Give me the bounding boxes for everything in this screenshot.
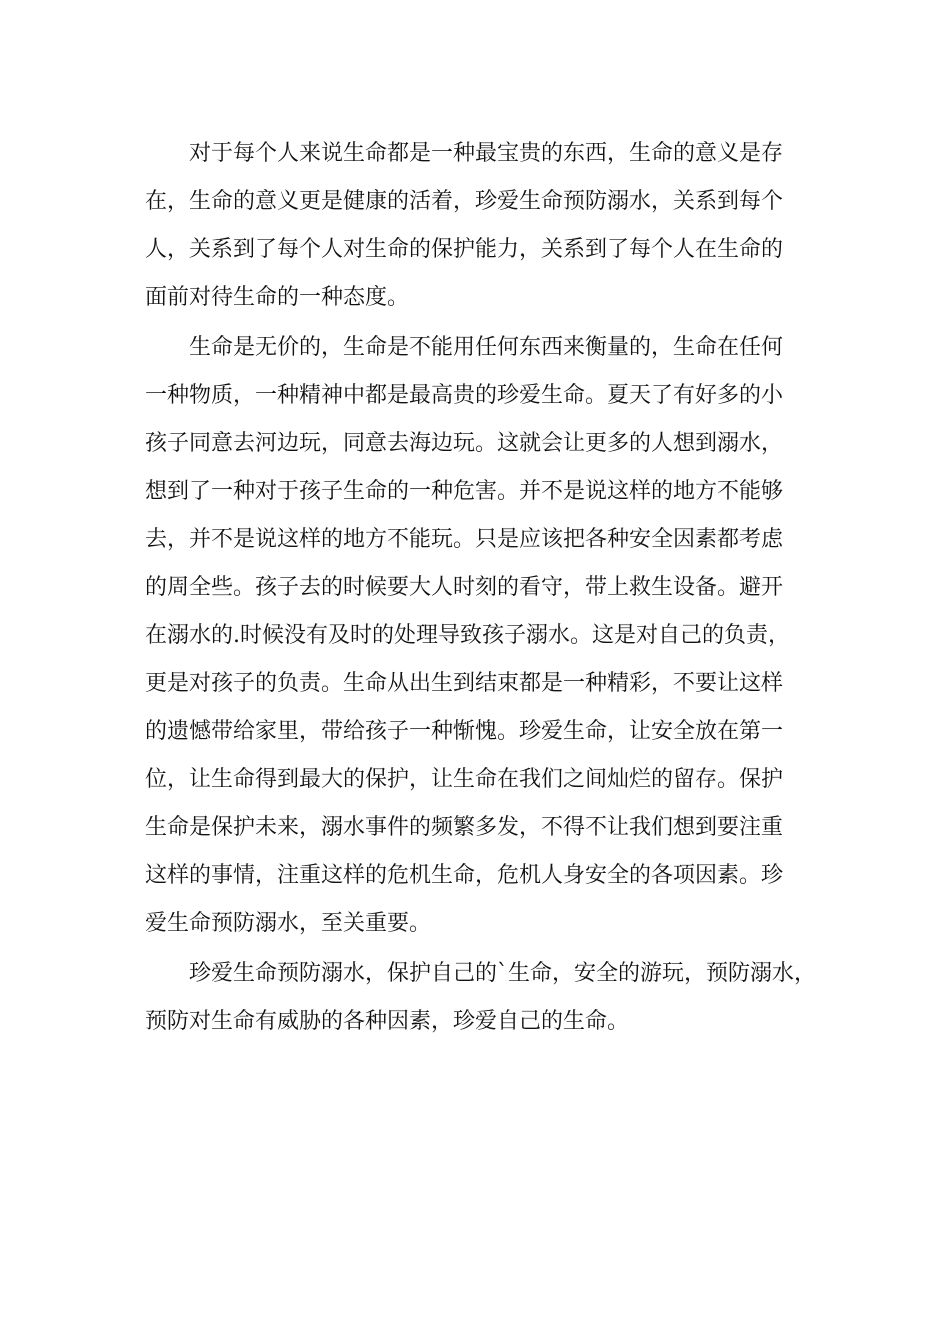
paragraph-2-line-6: 的周全些。孩子去的时候要大人时刻的看守，带上救生设备。避开 <box>145 575 784 600</box>
paragraph-2-line-8: 更是对孩子的负责。生命从出生到结束都是一种精彩，不要让这样 <box>145 671 784 696</box>
paragraph-2-line-11: 生命是保护未来，溺水事件的频繁多发，不得不让我们想到要注重 <box>145 815 784 840</box>
paragraph-2-line-12: 这样的事情，注重这样的危机生命，危机人身安全的各项因素。珍 <box>145 863 784 888</box>
paragraph-2-line-5: 去，并不是说这样的地方不能玩。只是应该把各种安全因素都考虑 <box>145 527 784 552</box>
paragraph-2-line-2: 一种物质，一种精神中都是最高贵的珍爱生命。夏天了有好多的小 <box>145 383 784 408</box>
paragraph-2-line-3: 孩子同意去河边玩，同意去海边玩。这就会让更多的人想到溺水， <box>145 431 784 456</box>
paragraph-1-line-4: 面前对待生命的一种态度。 <box>145 285 410 310</box>
paragraph-3-line-2: 预防对生命有威胁的各种因素，珍爱自己的生命。 <box>145 1009 630 1034</box>
paragraph-1-line-1: 对于每个人来说生命都是一种最宝贵的东西，生命的意义是存 <box>145 141 784 166</box>
paragraph-1-line-3: 人，关系到了每个人对生命的保护能力，关系到了每个人在生命的 <box>145 237 784 262</box>
paragraph-2-line-7: 在溺水的.时候没有及时的处理导致孩子溺水。这是对自己的负责， <box>145 623 790 648</box>
paragraph-2-line-13: 爱生命预防溺水，至关重要。 <box>145 911 432 936</box>
paragraph-2-line-1: 生命是无价的，生命是不能用任何东西来衡量的，生命在任何 <box>145 335 784 360</box>
paragraph-2-line-10: 位，让生命得到最大的保护，让生命在我们之间灿烂的留存。保护 <box>145 767 784 792</box>
article-body <box>145 130 825 1046</box>
paragraph-2-line-4: 想到了一种对于孩子生命的一种危害。并不是说这样的地方不能够 <box>145 479 784 504</box>
paragraph-3-line-1: 珍爱生命预防溺水，保护自己的`生命，安全的游玩，预防溺水， <box>145 961 817 986</box>
paragraph-2-line-9: 的遗憾带给家里，带给孩子一种惭愧。珍爱生命，让安全放在第一 <box>145 719 784 744</box>
paragraph-1-line-2: 在，生命的意义更是健康的活着，珍爱生命预防溺水，关系到每个 <box>145 189 784 214</box>
